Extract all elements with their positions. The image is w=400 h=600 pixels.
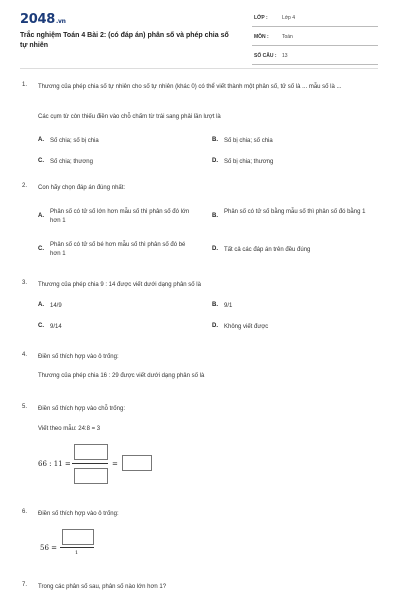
math-expression: 66 : 11 =	[38, 460, 71, 468]
option-text: Không viết được	[224, 324, 269, 330]
option-letter: B.	[212, 213, 218, 219]
question-6	[22, 509, 378, 569]
option-letter: D.	[212, 158, 218, 164]
option-letter: C.	[38, 323, 44, 329]
question-text: Thương của phép chia số tự nhiên cho số tự nhiên (khác 0) có thể viết thành một phân số, tử số là ... mẫu số là ...	[38, 84, 342, 90]
logo-suffix: .vn	[55, 18, 66, 25]
math-expression: 56 =	[40, 544, 57, 552]
option-letter: A.	[38, 213, 44, 219]
question-number: 3.	[22, 280, 28, 286]
meta-label: MÔN :	[254, 34, 269, 40]
denominator-input[interactable]	[74, 468, 108, 484]
meta-row-subject	[252, 33, 378, 46]
question-number: 7.	[22, 582, 28, 588]
meta-row-grade	[252, 14, 378, 27]
question-text: Điền số thích hợp vào ô trống:	[38, 511, 119, 517]
numerator-input[interactable]	[62, 529, 94, 545]
denominator-value: 1	[75, 550, 79, 556]
option-letter: A.	[38, 302, 44, 308]
meta-value: 13	[282, 53, 288, 59]
question-subtext: Thương của phép chia 16 : 29 được viết dưới dạng phân số là	[38, 373, 205, 379]
question-text: Con hãy chọn đáp án đúng nhất:	[38, 185, 126, 191]
question-text: Điền số thích hợp vào chỗ trống:	[38, 406, 125, 412]
question-5	[22, 404, 378, 494]
worksheet-meta	[252, 14, 378, 71]
option-letter: B.	[212, 137, 218, 143]
question-number: 5.	[22, 404, 28, 410]
question-subtext: Các cụm từ còn thiếu điền vào chỗ chấm từ trái sang phải lần lượt là	[38, 114, 221, 120]
result-input[interactable]	[122, 455, 152, 471]
option-letter: C.	[38, 246, 44, 252]
meta-label: SỐ CÂU :	[254, 53, 277, 59]
option-letter: D.	[212, 246, 218, 252]
question-number: 6.	[22, 509, 28, 515]
option-text: Phân số có tử số bé hơn mẫu số thì phân số đó bé hơn 1	[50, 242, 186, 257]
fraction-line	[60, 547, 94, 548]
worksheet-header	[0, 0, 400, 70]
option-letter: D.	[212, 323, 218, 329]
worksheet-title: Trắc nghiệm Toán 4 Bài 2: (có đáp án) phân số và phép chia số tự nhiên	[20, 32, 229, 49]
header-divider	[20, 68, 378, 69]
option-text: 9/1	[224, 303, 233, 309]
meta-value: Lớp 4	[282, 15, 296, 21]
question-number: 2.	[22, 183, 28, 189]
option-letter: C.	[38, 158, 44, 164]
logo-text: 2048	[20, 12, 55, 27]
option-text: Phân số có tử số lớn hơn mẫu số thì phân số đó lớn hơn 1	[50, 209, 190, 224]
option-text: Tất cả các đáp án trên đều đúng	[224, 247, 311, 253]
question-2	[22, 183, 378, 268]
question-number: 1.	[22, 82, 28, 88]
option-text: Số bị chia; số chia	[224, 138, 273, 144]
option-text: Số bị chia; thương	[224, 159, 274, 165]
question-text: Thương của phép chia 9 : 14 được viết dưới dạng phân số là	[38, 282, 201, 288]
question-7	[22, 582, 378, 596]
example-text: Viết theo mẫu: 24:8 = 3	[38, 426, 101, 432]
option-letter: A.	[38, 137, 44, 143]
question-number: 4.	[22, 352, 28, 358]
question-4	[22, 352, 378, 387]
equals-sign: =	[112, 460, 118, 468]
option-text: Phân số có tử số bằng mẫu số thì phân số đó bằng 1	[224, 209, 366, 215]
fraction-line	[72, 463, 108, 464]
site-logo[interactable]	[20, 12, 66, 27]
question-text: Điền số thích hợp vào ô trống:	[38, 354, 119, 360]
option-text: Số chia; thương	[50, 159, 93, 165]
meta-value: Toán	[282, 34, 293, 40]
meta-label: LỚP :	[254, 15, 268, 21]
meta-row-count	[252, 52, 378, 65]
numerator-input[interactable]	[74, 444, 108, 460]
option-letter: B.	[212, 302, 218, 308]
option-text: 14/9	[50, 303, 62, 309]
option-text: Số chia; số bị chia	[50, 138, 99, 144]
question-3	[22, 280, 378, 335]
question-text: Trong các phân số sau, phân số nào lớn hơn 1?	[38, 584, 167, 590]
option-text: 9/14	[50, 324, 62, 330]
question-1	[22, 82, 378, 172]
